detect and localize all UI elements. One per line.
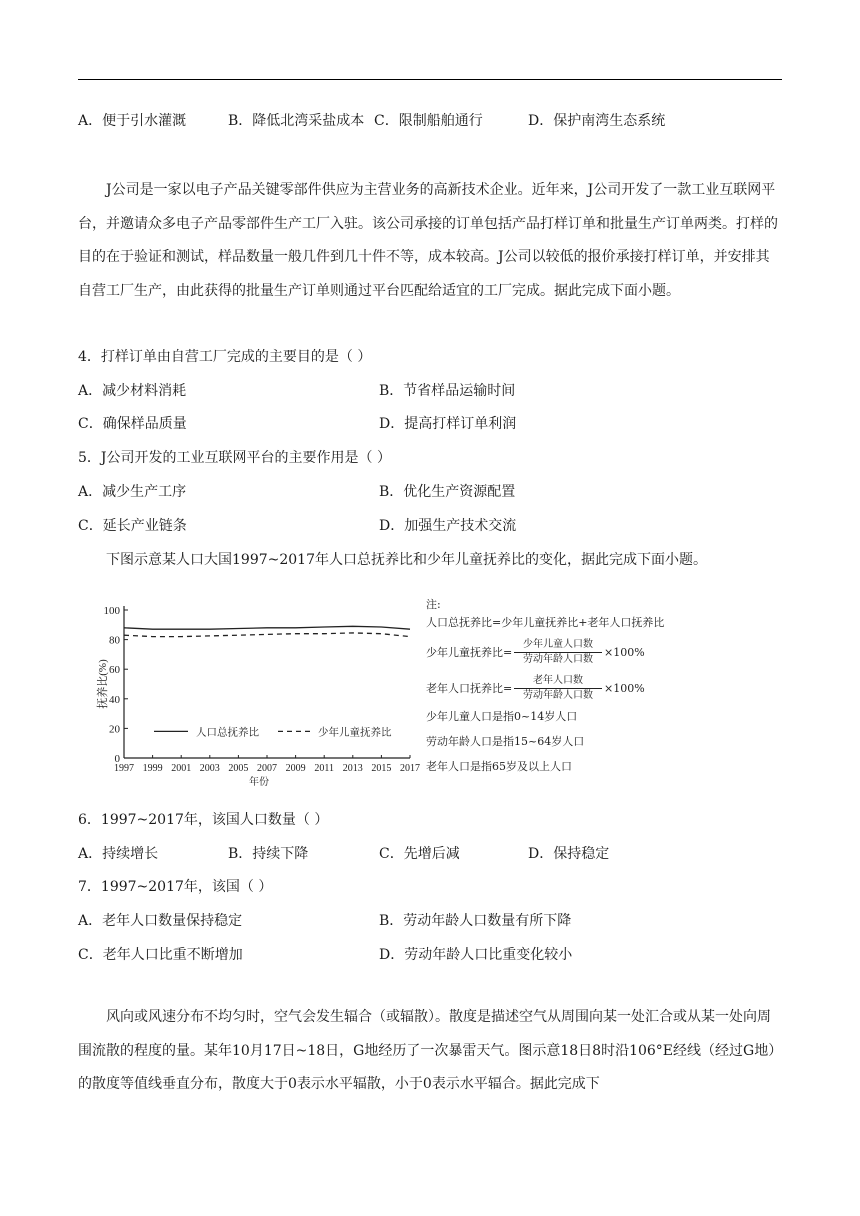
y-tick-label: 20 [109, 723, 120, 736]
y-tick-label: 80 [109, 634, 120, 647]
y-tick-label: 60 [109, 664, 120, 677]
q6-option-c[interactable]: C．先增后减 [379, 846, 460, 862]
q4-option-c[interactable]: C．确保样品质量 [78, 416, 187, 432]
y-tick-label: 0 [114, 753, 120, 765]
passage-j-company: J公司是一家以电子产品关键零部件供应为主营业务的高新技术企业。近年来，J公司开发了一款工业互联网平台，并邀请众多电子产品零部件生产工厂入驻。该公司承接的订单包括产品打样订单和批量生产订单两类。打样的目的在于验证和测试，样品数量一般几件到几十件不等，成本较高。J公司以较低的报价承接打样订单，并安排其自营工厂生产，由此获得的批量生产订单则通过平台匹配给适宜的工厂完成。据此完成下面小题。 [78, 182, 778, 299]
note-old-tail: ×100% [604, 682, 645, 695]
q5-option-d[interactable]: D．加强生产技术交流 [379, 518, 517, 534]
note-old-left: 老年人口抚养比= [426, 682, 513, 695]
note-child-numerator: 少年儿童人口数 [523, 639, 593, 650]
q5-stem: 5．J公司开发的工业互联网平台的主要作用是（ ） [78, 450, 391, 466]
x-tick-label: 2001 [171, 763, 192, 774]
note-def-old: 老年人口是指65岁及以上人口 [426, 760, 572, 773]
header-rule [78, 79, 782, 80]
note-child-denominator: 劳动年龄人口数 [523, 654, 593, 665]
q3-option-d[interactable]: D．保护南湾生态系统 [528, 113, 666, 129]
q5-option-c[interactable]: C．延长产业链条 [78, 518, 187, 534]
q3-option-c[interactable]: C．限制船舶通行 [374, 113, 483, 129]
q3-option-a[interactable]: A．便于引水灌溉 [78, 113, 187, 129]
q7-stem: 7．1997~2017年，该国（ ） [78, 879, 273, 895]
x-tick-label: 2015 [371, 763, 392, 774]
chart-intro: 下图示意某人口大国1997~2017年人口总抚养比和少年儿童抚养比的变化，据此完成下面小题。 [106, 552, 707, 568]
dependency-ratio-figure [90, 596, 665, 796]
passage-divergence: 风向或风速分布不均匀时，空气会发生辐合（或辐散）。散度是描述空气从周围向某一处汇合或从某一处向周围流散的程度的量。某年10月17日~18日，G地经历了一次暴雷天气。图示意18日8时沿106°E经线（经过G地）的散度等值线垂直分布，散度大于0表示水平辐散，小于0表示水平辐合。据此完成下 [78, 1009, 776, 1092]
series-line-total-dependency [124, 626, 410, 629]
q4-option-d[interactable]: D．提高打样订单利润 [379, 416, 517, 432]
y-tick-label: 40 [109, 693, 120, 706]
note-def-child: 少年儿童人口是指0~14岁人口 [426, 710, 578, 723]
note-old-numerator: 老年人口数 [533, 675, 583, 686]
q5-option-a[interactable]: A．减少生产工序 [78, 484, 187, 500]
x-axis-label: 年份 [249, 777, 269, 788]
legend-label-total: 人口总抚养比 [196, 727, 259, 739]
note-child-left: 少年儿童抚养比= [426, 646, 513, 659]
q6-option-b[interactable]: B．持续下降 [228, 846, 309, 862]
q4-option-b[interactable]: B．节省样品运输时间 [379, 383, 516, 399]
note-total-formula: 人口总抚养比=少年儿童抚养比+老年人口抚养比 [426, 616, 665, 629]
note-head: 注: [426, 598, 441, 611]
x-tick-label: 1999 [142, 763, 163, 774]
x-tick-label: 1997 [114, 763, 134, 774]
series-line-child-dependency [124, 633, 410, 637]
q7-option-c[interactable]: C．老年人口比重不断增加 [78, 947, 243, 963]
q4-option-a[interactable]: A．减少材料消耗 [78, 383, 187, 399]
dependency-ratio-chart [90, 596, 420, 796]
note-def-working: 劳动年龄人口是指15~64岁人口 [426, 735, 585, 748]
q4-stem: 4．打样订单由自营工厂完成的主要目的是（ ） [78, 349, 372, 365]
x-tick-label: 2005 [228, 763, 249, 774]
legend-label-child: 少年儿童抚养比 [318, 727, 392, 739]
x-tick-label: 2007 [257, 763, 277, 774]
x-tick-label: 2013 [342, 763, 363, 774]
x-tick-label: 2011 [314, 763, 335, 774]
y-tick-label: 100 [103, 605, 120, 617]
note-child-tail: ×100% [604, 646, 645, 659]
q3-option-b[interactable]: B．降低北湾采盐成本 [228, 113, 365, 129]
note-child-fraction-bar [514, 652, 602, 653]
x-tick-label: 2017 [400, 763, 420, 774]
x-tick-label: 2009 [285, 763, 306, 774]
q7-option-d[interactable]: D．劳动年龄人口比重变化较小 [379, 947, 573, 963]
q7-option-a[interactable]: A．老年人口数量保持稳定 [78, 913, 243, 929]
q7-option-b[interactable]: B．劳动年龄人口数量有所下降 [379, 913, 572, 929]
q6-option-d[interactable]: D．保持稳定 [528, 846, 610, 862]
x-tick-label: 2003 [199, 763, 220, 774]
note-old-fraction-bar [514, 688, 602, 689]
q6-option-a[interactable]: A．持续增长 [78, 846, 159, 862]
y-axis-label: 抚养比(%) [97, 659, 109, 709]
q5-option-b[interactable]: B．优化生产资源配置 [379, 484, 516, 500]
q6-stem: 6．1997~2017年，该国人口数量（ ） [78, 812, 329, 828]
note-old-denominator: 劳动年龄人口数 [523, 690, 593, 701]
